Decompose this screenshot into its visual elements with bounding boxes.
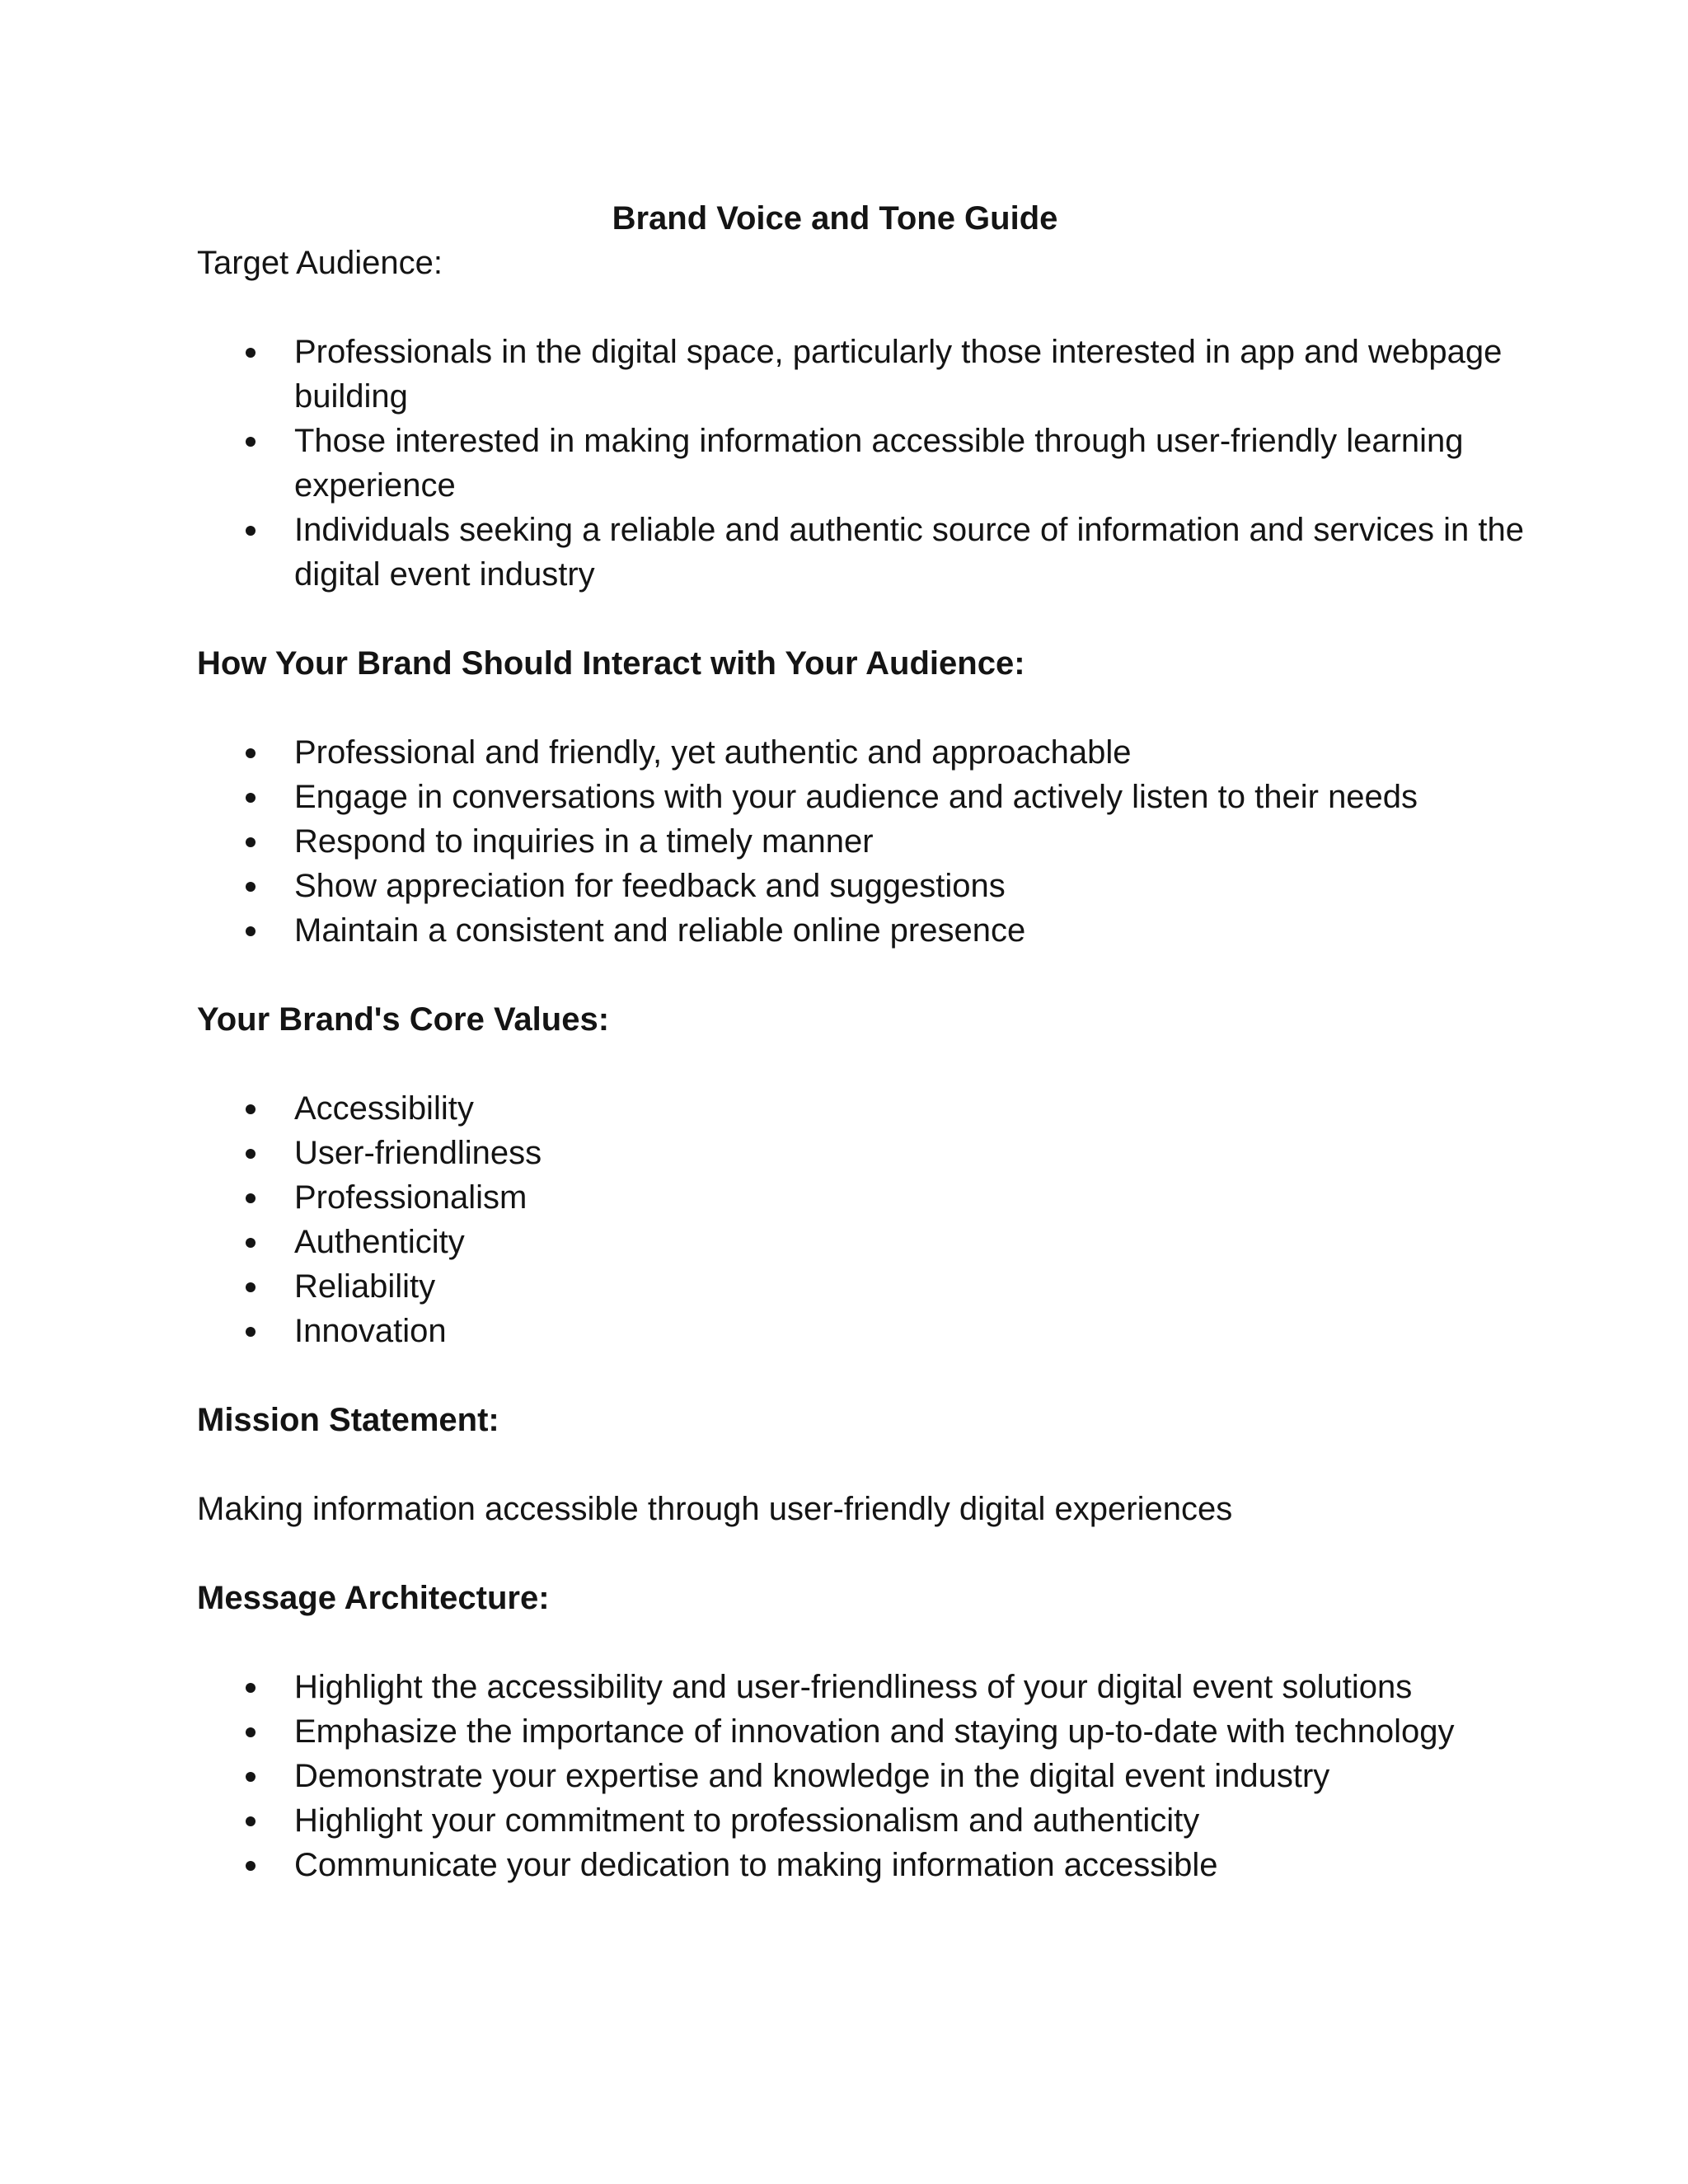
list-item: Reliability <box>197 1264 1531 1309</box>
bullet-icon <box>246 1327 256 1337</box>
bullet-icon <box>246 882 256 892</box>
spacer <box>197 1353 1516 1398</box>
mission-statement: Making information accessible through user-friendly digital experiences <box>197 1491 1233 1527</box>
bullet-icon <box>246 1282 256 1292</box>
target-audience-list <box>197 330 1524 597</box>
bullet-icon <box>246 748 256 758</box>
spacer <box>197 285 1516 330</box>
list-item: Emphasize the importance of innovation and staying up-to-date with technology <box>197 1709 1531 1754</box>
bullet-icon <box>246 437 256 447</box>
spacer <box>197 686 1516 730</box>
list-item: Professional and friendly, yet authentic and approachable <box>197 730 1531 775</box>
bullet-icon <box>246 926 256 936</box>
list-item: User-friendliness <box>197 1131 1531 1175</box>
interaction-list <box>197 730 1516 953</box>
document-title: Brand Voice and Tone Guide <box>612 200 1058 237</box>
core-values-list <box>197 1086 1516 1353</box>
bullet-icon <box>246 1727 256 1737</box>
bullet-icon <box>246 348 256 358</box>
target-audience-heading: Target Audience: <box>197 245 443 281</box>
list-item: Innovation <box>197 1309 1531 1353</box>
list-item: Communicate your dedication to making information accessible <box>197 1843 1531 1887</box>
list-item: Maintain a consistent and reliable online presence <box>197 908 1531 953</box>
bullet-icon <box>246 837 256 847</box>
spacer <box>197 953 1516 997</box>
list-item: Professionals in the digital space, particularly those interested in app and webpage building <box>197 330 1531 419</box>
list-item: Highlight the accessibility and user-friendliness of your digital event solutions <box>197 1665 1531 1709</box>
spacer <box>197 1531 1516 1576</box>
message-architecture-heading: Message Architecture: <box>197 1580 550 1616</box>
list-item: Accessibility <box>197 1086 1531 1131</box>
bullet-icon <box>246 526 256 536</box>
message-architecture-list <box>197 1665 1516 1887</box>
core-values-heading: Your Brand's Core Values: <box>197 1001 610 1038</box>
bullet-icon <box>246 1149 256 1159</box>
document-content <box>197 196 1524 1887</box>
interaction-heading: How Your Brand Should Interact with Your Audience: <box>197 645 1025 682</box>
list-item: Respond to inquiries in a timely manner <box>197 819 1531 864</box>
bullet-icon <box>246 1772 256 1782</box>
bullet-icon <box>246 1861 256 1871</box>
bullet-icon <box>246 1193 256 1203</box>
spacer <box>197 1042 1516 1086</box>
bullet-icon <box>246 1683 256 1693</box>
list-item: Show appreciation for feedback and suggestions <box>197 864 1531 908</box>
bullet-icon <box>246 1238 256 1248</box>
bullet-icon <box>246 1104 256 1114</box>
list-item: Authenticity <box>197 1220 1531 1264</box>
spacer <box>197 1442 1516 1487</box>
bullet-icon <box>246 793 256 803</box>
spacer <box>197 1620 1516 1665</box>
list-item: Those interested in making information accessible through user-friendly learning experience <box>197 419 1531 508</box>
bullet-icon <box>246 1816 256 1826</box>
spacer <box>197 597 1516 641</box>
list-item: Individuals seeking a reliable and authentic source of information and services in the digital event industry <box>197 508 1531 597</box>
list-item: Professionalism <box>197 1175 1531 1220</box>
mission-heading: Mission Statement: <box>197 1402 499 1438</box>
list-item: Demonstrate your expertise and knowledge in the digital event industry <box>197 1754 1531 1798</box>
list-item: Highlight your commitment to professionalism and authenticity <box>197 1798 1531 1843</box>
list-item: Engage in conversations with your audience and actively listen to their needs <box>197 775 1531 819</box>
